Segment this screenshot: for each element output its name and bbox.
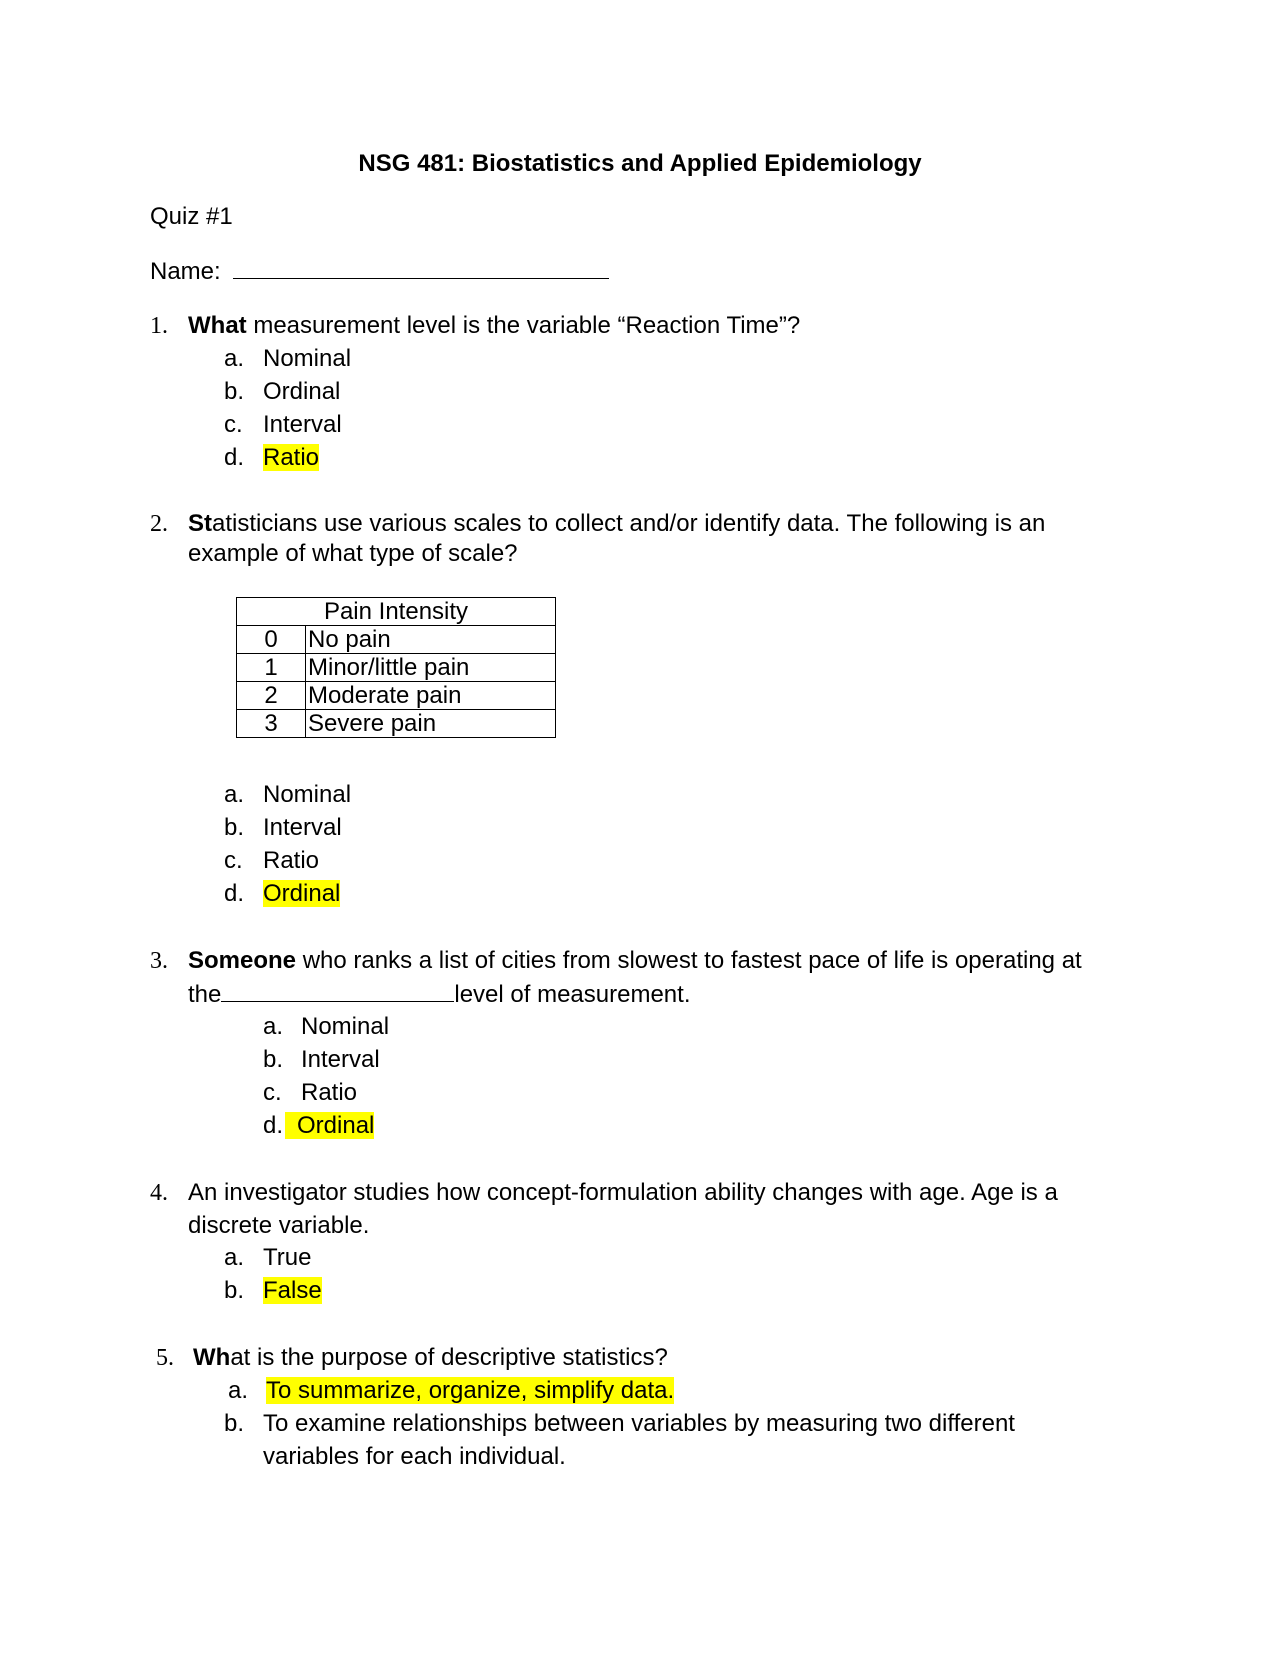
- q5-option-a: [266, 1376, 674, 1406]
- q4-option-a-letter: a.: [224, 1244, 245, 1271]
- name-label: Name:: [150, 258, 221, 285]
- quiz-label: Quiz #1: [150, 203, 233, 230]
- table-row: [237, 710, 556, 738]
- table-cell-value: 3: [237, 710, 306, 738]
- question-2-rest: atisticians use various scales to collect and/or identify data. The following is an: [212, 510, 1046, 537]
- table-row: [237, 654, 556, 682]
- q1-option-c-letter: c.: [224, 411, 243, 438]
- q2-option-d-letter: d.: [224, 880, 245, 907]
- question-2-text-line2: example of what type of scale?: [188, 540, 518, 567]
- q3-option-b-letter: b.: [263, 1046, 284, 1073]
- q4-option-b-highlighted: False: [263, 1277, 322, 1304]
- q2-option-d: [263, 879, 340, 909]
- q4-option-b: [263, 1276, 322, 1306]
- q5-option-b-letter: b.: [224, 1410, 245, 1437]
- table-cell-label: Minor/little pain: [306, 654, 556, 682]
- question-3-line2-pre: the: [188, 981, 222, 1008]
- question-4-text-line2: discrete variable.: [188, 1212, 370, 1239]
- question-5-text: [193, 1343, 668, 1373]
- q1-option-a-letter: a.: [224, 345, 245, 372]
- question-5-rest: at is the purpose of descriptive statistics?: [230, 1344, 668, 1371]
- q1-option-d-letter: d.: [224, 444, 245, 471]
- q1-option-d-highlighted: Ratio: [263, 444, 320, 471]
- q3-option-a: Nominal: [301, 1013, 390, 1040]
- question-1-number: 1.: [150, 313, 168, 339]
- table-header: Pain Intensity: [237, 598, 556, 626]
- table-cell-value: 2: [237, 682, 306, 710]
- q5-option-b: To examine relationships between variables by measuring two different: [263, 1410, 1015, 1437]
- answer-blank-line[interactable]: [221, 979, 454, 1002]
- question-1-bold: What: [188, 312, 247, 339]
- question-3-number: 3.: [150, 948, 168, 974]
- question-4-number: 4.: [150, 1180, 168, 1206]
- question-5-bold: Wh: [193, 1344, 231, 1371]
- question-5-number: 5.: [156, 1345, 174, 1371]
- question-3-line2-post: level of measurement.: [454, 981, 691, 1008]
- q2-option-a-letter: a.: [224, 781, 245, 808]
- q1-option-d: [263, 443, 319, 473]
- q2-option-c-letter: c.: [224, 847, 243, 874]
- q5-option-b-line2: variables for each individual.: [263, 1443, 566, 1470]
- q4-option-b-letter: b.: [224, 1277, 245, 1304]
- q2-option-d-highlighted: Ordinal: [263, 880, 341, 907]
- table-cell-value: 0: [237, 626, 306, 654]
- q1-option-b: Ordinal: [263, 378, 341, 405]
- table-header-row: [237, 598, 556, 626]
- q1-option-a: Nominal: [263, 345, 352, 372]
- question-3-text: [188, 946, 1082, 976]
- q4-option-a: True: [263, 1244, 312, 1271]
- question-1-text: [188, 311, 800, 341]
- question-3-text-line2: [188, 979, 690, 1010]
- q3-option-d: [285, 1111, 374, 1141]
- table-row: [237, 626, 556, 654]
- q2-option-b: Interval: [263, 814, 342, 841]
- table-cell-label: Severe pain: [306, 710, 556, 738]
- q3-option-c-letter: c.: [263, 1079, 282, 1106]
- name-blank-line[interactable]: [233, 256, 609, 279]
- page-title: NSG 481: Biostatistics and Applied Epidemiology: [358, 150, 922, 177]
- table-row: [237, 682, 556, 710]
- q3-option-c: Ratio: [301, 1079, 358, 1106]
- pain-intensity-table: [236, 597, 556, 738]
- q3-option-a-letter: a.: [263, 1013, 284, 1040]
- q5-option-a-highlighted: To summarize, organize, simplify data.: [266, 1377, 675, 1404]
- q1-option-b-letter: b.: [224, 378, 245, 405]
- table-cell-value: 1: [237, 654, 306, 682]
- q3-option-d-highlighted: Ordinal: [285, 1112, 374, 1139]
- q3-option-b: Interval: [301, 1046, 380, 1073]
- question-1-rest: measurement level is the variable “Reaction Time”?: [246, 312, 801, 339]
- question-3-bold: Someone: [188, 947, 297, 974]
- question-4-text: An investigator studies how concept-formulation ability changes with age. Age is a: [188, 1179, 1058, 1206]
- name-row: [150, 256, 609, 287]
- question-2-bold: St: [188, 510, 212, 537]
- table-cell-label: No pain: [306, 626, 556, 654]
- question-3-rest: who ranks a list of cities from slowest to fastest pace of life is operating at: [296, 947, 1082, 974]
- q5-option-a-letter: a.: [228, 1377, 249, 1404]
- table-cell-label: Moderate pain: [306, 682, 556, 710]
- question-2-number: 2.: [150, 511, 168, 537]
- q1-option-c: Interval: [263, 411, 342, 438]
- q2-option-c: Ratio: [263, 847, 320, 874]
- q2-option-b-letter: b.: [224, 814, 245, 841]
- q2-option-a: Nominal: [263, 781, 352, 808]
- question-2-text: [188, 509, 1045, 539]
- q3-option-d-letter: d.: [263, 1112, 284, 1139]
